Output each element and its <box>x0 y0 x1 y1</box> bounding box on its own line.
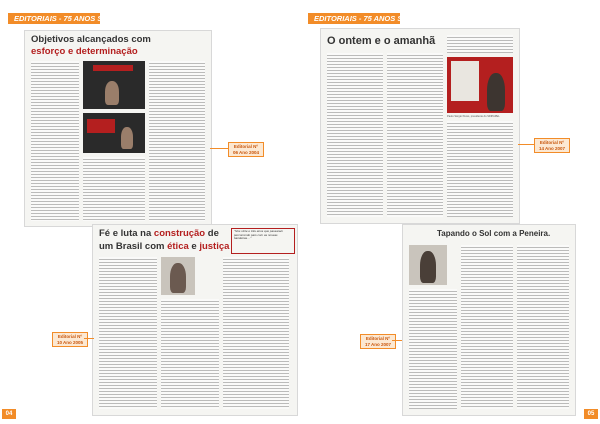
clipping-editorial-10 <box>92 224 298 416</box>
clip1-title-line1: Objetivos alcançados com <box>31 34 151 45</box>
clip3-title-b: construção <box>153 228 206 239</box>
clip1-text-col2 <box>83 157 145 221</box>
clip2-photo <box>447 57 513 113</box>
clip4-title: Tapando o Sol com a Peneira. <box>437 229 551 238</box>
clip3-title-2b: ética <box>167 241 189 252</box>
header-left: EDITORIAIS - 75 ANOS SINPAPEL <box>8 13 100 24</box>
clip4-photo <box>409 245 447 285</box>
clip3-title-a: Fé e luta na <box>99 228 154 239</box>
clip4-text-col1 <box>409 289 457 409</box>
clip4-tag: Editorial Nº 17 Ano 2007 <box>360 334 396 349</box>
clip2-tag: Editorial Nº 14 Ano 2007 <box>534 138 570 153</box>
clip2-text-col3 <box>447 121 513 217</box>
clip1-tag: Editorial Nº 06 Ano 2004 <box>228 142 264 157</box>
clipping-editorial-14 <box>320 28 520 224</box>
clip3-connector <box>84 338 94 339</box>
clip3-tag: Editorial Nº 10 Ano 2005 <box>52 332 88 347</box>
clip3-title-2a: um Brasil com <box>99 241 168 252</box>
clip2-text-top-right <box>447 35 513 53</box>
clip3-pull-quote: "Nos vinte e três anos que passaram percorrendo país com as nossas bandeiras…" <box>231 228 295 254</box>
clip3-text-col3 <box>223 257 289 409</box>
clip3-title-line2 <box>99 241 229 252</box>
clip1-connector <box>210 148 230 149</box>
clipping-editorial-06 <box>24 30 212 227</box>
clip3-title-2c: e <box>188 241 200 252</box>
clip4-text-col2 <box>461 245 513 409</box>
clip4-text-col3 <box>517 245 569 409</box>
clip1-photo-top <box>83 61 145 109</box>
clip2-title: O ontem e o amanhã <box>327 35 436 47</box>
clip3-title-line1 <box>99 228 219 239</box>
header-right: EDITORIAIS - 75 ANOS SINPAPEL <box>308 13 400 24</box>
clip2-caption: Paulo Sérgio Peres, presidente do SINPAPEL <box>447 115 500 118</box>
clip3-text-col1 <box>99 257 157 409</box>
clip3-text-col2 <box>161 299 219 409</box>
page-number-right: 05 <box>584 409 598 419</box>
clip4-connector <box>392 340 402 341</box>
clipping-editorial-17 <box>402 224 576 416</box>
clip2-text-col1 <box>327 53 383 217</box>
clip3-photo <box>161 257 195 295</box>
clip3-title-2d: justiça <box>199 241 230 252</box>
clip3-title-c: de <box>205 228 219 239</box>
clip1-photo-bottom <box>83 113 145 153</box>
clip2-text-col2 <box>387 53 443 217</box>
page-number-left: 04 <box>2 409 16 419</box>
clip1-title-line2: esforço e determinação <box>31 46 138 57</box>
clip1-text-col3 <box>149 61 205 221</box>
clip1-text-col1 <box>31 61 79 221</box>
